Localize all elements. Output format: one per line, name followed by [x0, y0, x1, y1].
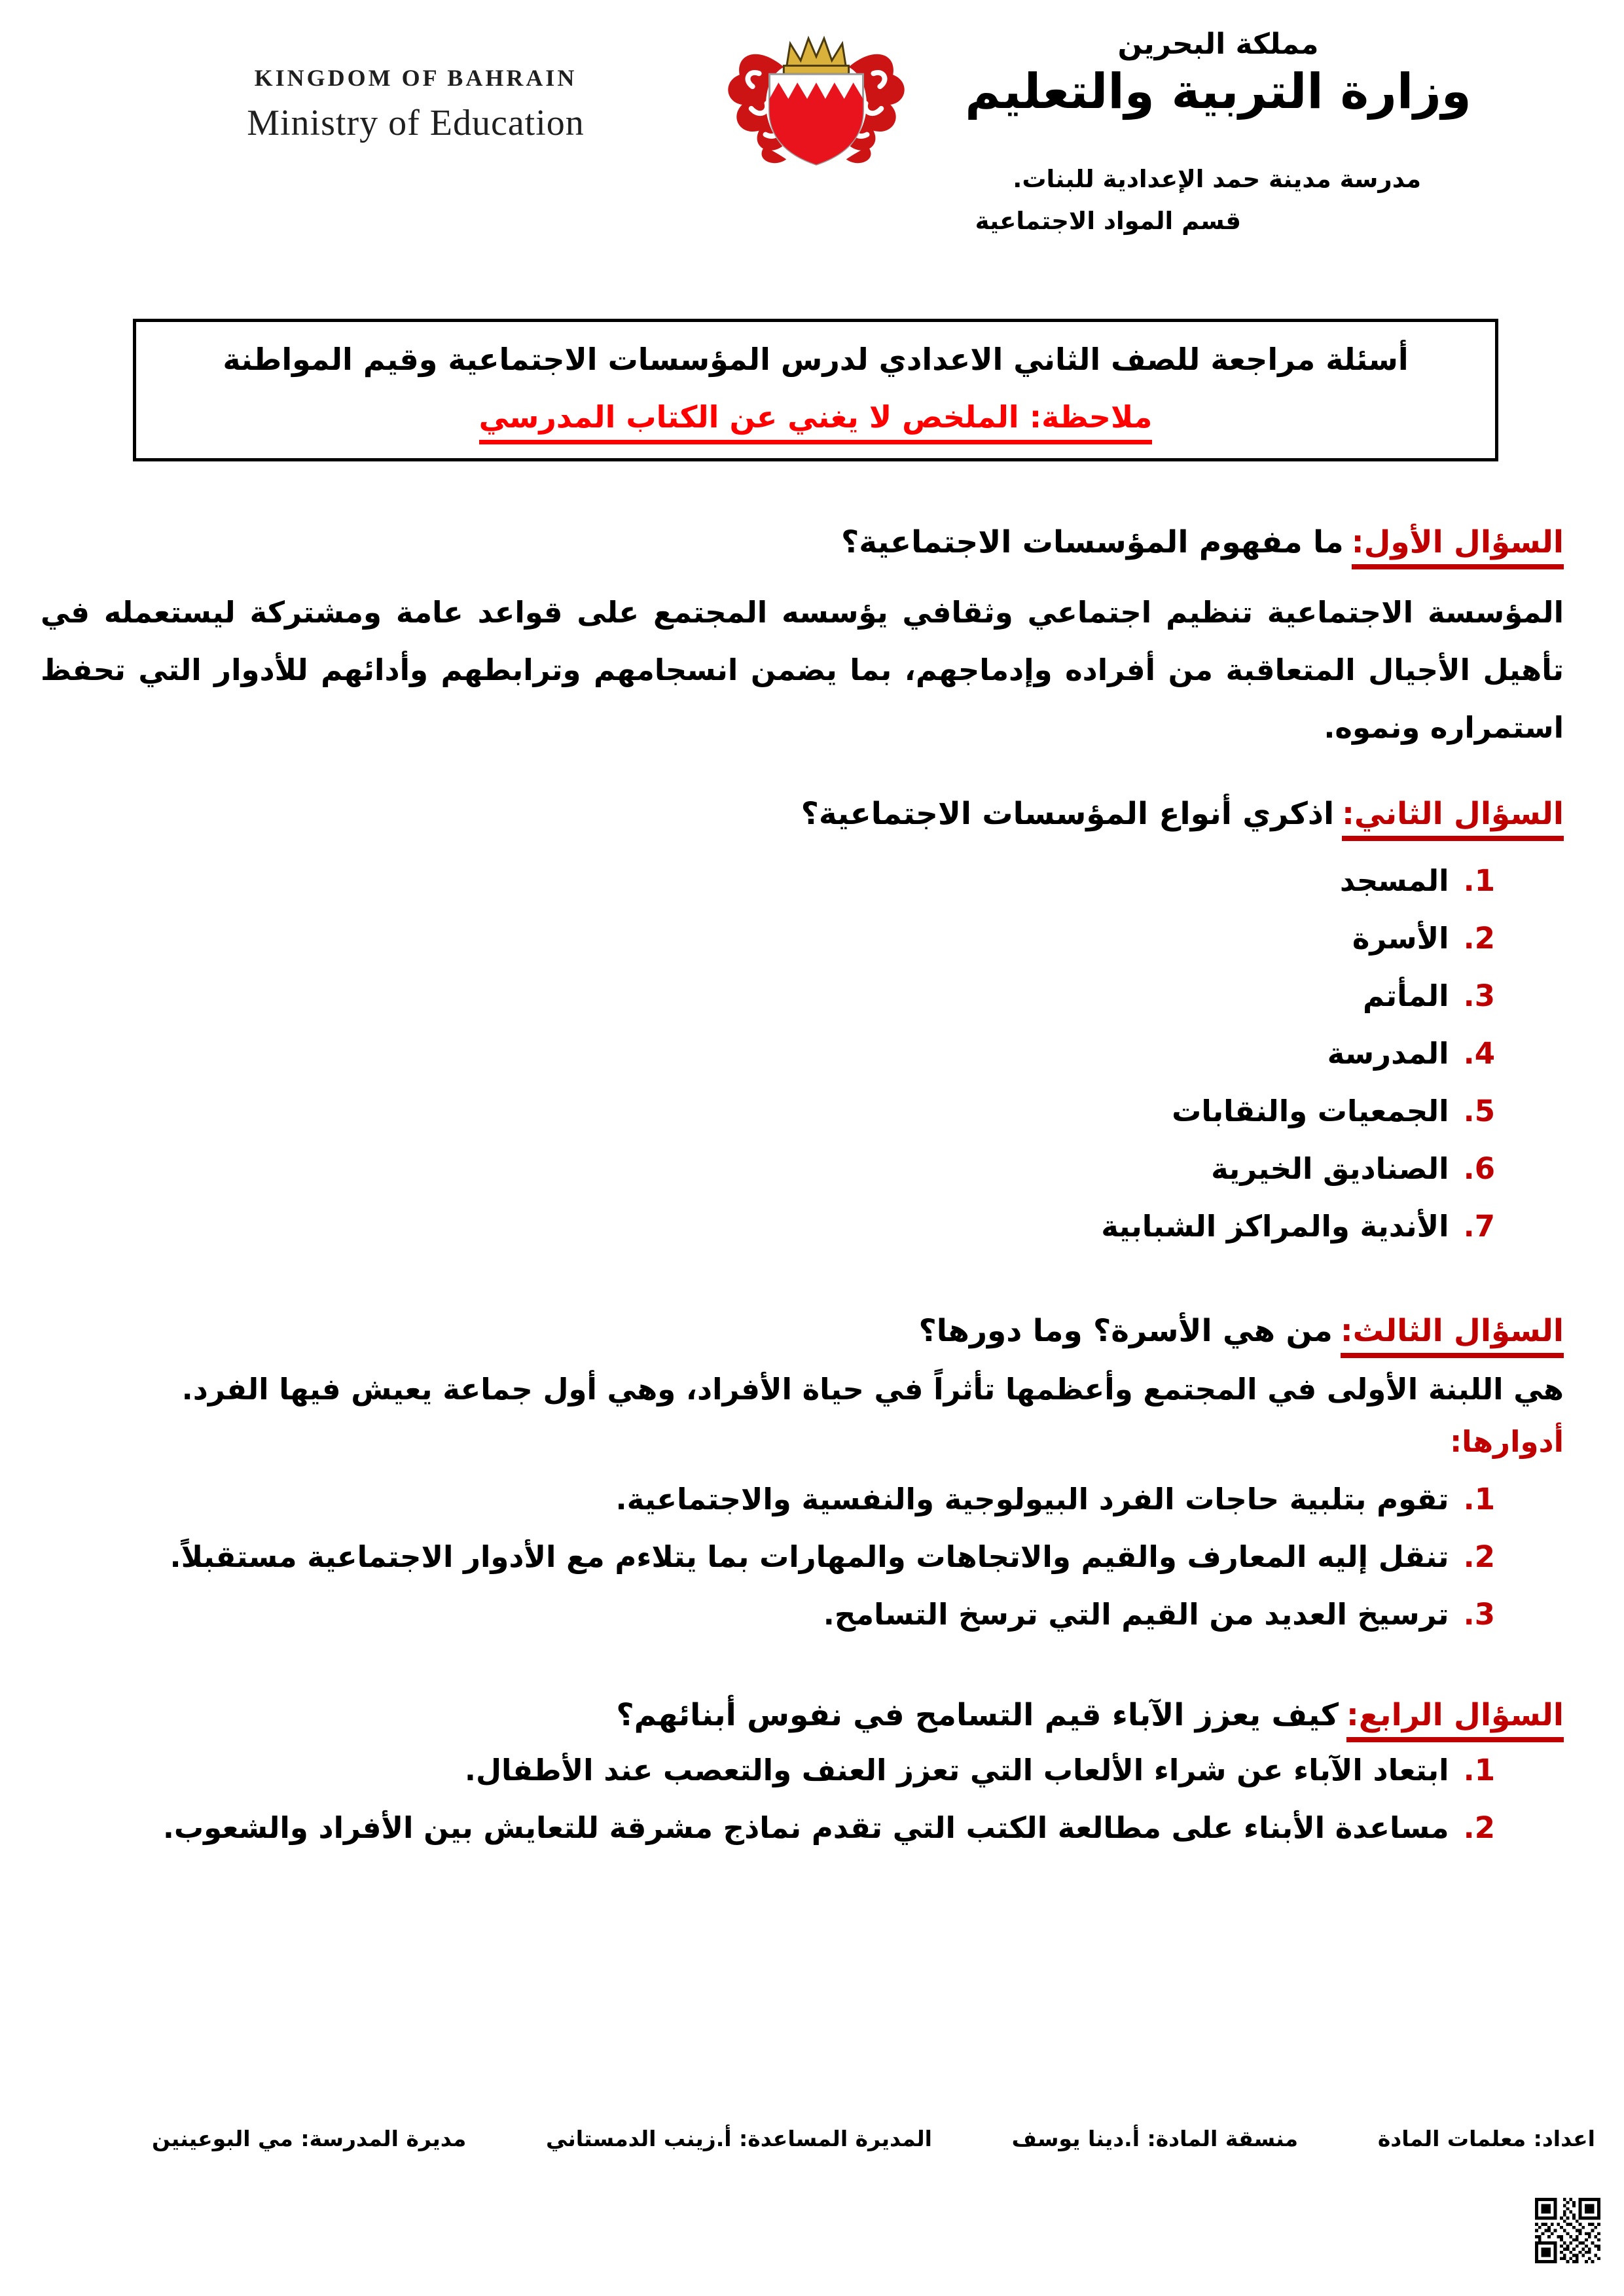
list-item-text: ابتعاد الآباء عن شراء الألعاب التي تعزز العنف والتعصب عند الأطفال. — [464, 1752, 1449, 1787]
list-item — [41, 1198, 1495, 1255]
main-content — [0, 461, 1624, 1857]
list-item — [41, 1083, 1495, 1140]
list-item-number: 5. — [1463, 1093, 1495, 1128]
question-4-list — [41, 1742, 1495, 1857]
ministry-of-education-arabic-text: وزارة التربية والتعليم — [965, 63, 1471, 120]
kingdom-of-bahrain-arabic-text: مملكة البحرين — [1117, 27, 1319, 61]
question-1-heading — [41, 522, 1564, 563]
coat-of-arms-icon — [719, 20, 914, 177]
list-item-number: 3. — [1463, 978, 1495, 1013]
school-name-text: مدرسة مدينة حمد الإعدادية للبنات. — [1013, 165, 1421, 193]
question-4-heading — [41, 1695, 1564, 1736]
list-item-number: 4. — [1463, 1035, 1495, 1071]
header-english — [167, 64, 664, 144]
list-item-number: 2. — [1463, 1539, 1495, 1575]
list-item-number: 1. — [1463, 863, 1495, 898]
worksheet-title: أسئلة مراجعة للصف الثاني الاعدادي لدرس المؤسسات الاجتماعية وقيم المواطنة — [223, 342, 1409, 377]
list-item — [41, 1528, 1495, 1586]
list-item-number: 2. — [1463, 1810, 1495, 1845]
question-2-text: اذكري أنواع المؤسسات الاجتماعية؟ — [801, 796, 1335, 833]
qr-code — [1535, 2198, 1600, 2263]
question-1-answer: المؤسسة الاجتماعية تنظيم اجتماعي وثقافي يؤسسه المجتمع على قواعد عامة ومشتركة ليستعمله في تأهيل الأجيال المتعاقبة من أفراده وإدماجهم، بما يضمن انسجامهم وترابطهم وأدائهم للأدوار التي تحفظ استمراره ونموه. — [41, 595, 1564, 745]
list-item-text: الأندية والمراكز الشبابية — [1101, 1208, 1449, 1244]
question-4-text: كيف يعزز الآباء قيم التسامح في نفوس أبنائهم؟ — [616, 1697, 1339, 1734]
list-item-number: 7. — [1463, 1208, 1495, 1244]
qr-code-icon — [1535, 2198, 1600, 2263]
kingdom-of-bahrain-text: KINGDOM OF BAHRAIN — [254, 65, 577, 91]
list-item-number: 6. — [1463, 1151, 1495, 1186]
question-3-text: من هي الأسرة؟ وما دورها؟ — [918, 1312, 1333, 1349]
question-3-heading — [41, 1310, 1564, 1352]
footer-assistant-principal: المديرة المساعدة: أ.زينب الدمستاني — [546, 2126, 932, 2151]
list-item-text: مساعدة الأبناء على مطالعة الكتب التي تقدم نماذج مشرقة للتعايش بين الأفراد والشعوب. — [162, 1810, 1449, 1845]
list-item-text: الصناديق الخيرية — [1211, 1151, 1449, 1186]
question-3-label: السؤال الثالث: — [1341, 1313, 1564, 1358]
question-3-answer: هي اللبنة الأولى في المجتمع وأعظمها تأثراً في حياة الأفراد، وهي أول جماعة يعيش فيها الفرد. — [181, 1372, 1564, 1407]
department-name-text: قسم المواد الاجتماعية — [975, 207, 1241, 235]
question-2-list — [41, 852, 1495, 1255]
list-item — [41, 910, 1495, 967]
list-item-number: 1. — [1463, 1482, 1495, 1517]
list-item-text: الجمعيات والنقابات — [1172, 1093, 1449, 1128]
list-item — [41, 1799, 1495, 1857]
list-item-number: 2. — [1463, 920, 1495, 956]
footer-prepared-by: اعداد: معلمات المادة — [1377, 2126, 1595, 2151]
footer — [152, 2126, 1595, 2151]
list-item — [41, 1586, 1495, 1643]
list-item-text: الأسرة — [1352, 920, 1449, 956]
list-item-text: تقوم بتلبية حاجات الفرد البيولوجية والنفسية والاجتماعية. — [615, 1482, 1449, 1517]
list-item-text: المأتم — [1363, 978, 1449, 1013]
footer-subject-coordinator: منسقة المادة: أ.دينا يوسف — [1011, 2126, 1299, 2151]
list-item — [41, 1471, 1495, 1528]
list-item-text: تنقل إليه المعارف والقيم والاتجاهات والمهارات بما يتلاءم مع الأدوار الاجتماعية مستقبلاً. — [170, 1539, 1449, 1575]
ministry-of-education-text: Ministry of Education — [247, 103, 585, 143]
list-item-text: المسجد — [1339, 863, 1449, 898]
question-4-label: السؤال الرابع: — [1346, 1697, 1564, 1742]
list-item-text: ترسيخ العديد من القيم التي ترسخ التسامح. — [823, 1597, 1449, 1632]
list-item — [41, 1025, 1495, 1083]
bahrain-coat-of-arms-logo — [719, 20, 914, 177]
list-item-text: المدرسة — [1327, 1035, 1449, 1071]
header-arabic — [917, 27, 1519, 120]
list-item — [41, 967, 1495, 1025]
question-1-label: السؤال الأول: — [1352, 524, 1564, 569]
list-item — [41, 1140, 1495, 1198]
title-box — [133, 319, 1498, 461]
question-3-list — [41, 1471, 1495, 1643]
question-1-text: ما مفهوم المؤسسات الاجتماعية؟ — [841, 524, 1344, 560]
footer-school-principal: مديرة المدرسة: مي البوعينين — [152, 2126, 467, 2151]
question-2-label: السؤال الثاني: — [1342, 796, 1564, 841]
list-item — [41, 1742, 1495, 1799]
list-item-number: 3. — [1463, 1597, 1495, 1632]
list-item-number: 1. — [1463, 1752, 1495, 1787]
worksheet-note: ملاحظة: الملخص لا يغني عن الكتاب المدرسي — [479, 399, 1153, 444]
list-item — [41, 852, 1495, 910]
question-2-heading — [41, 793, 1564, 834]
question-3-sub-label: أدوارها: — [1450, 1424, 1564, 1460]
